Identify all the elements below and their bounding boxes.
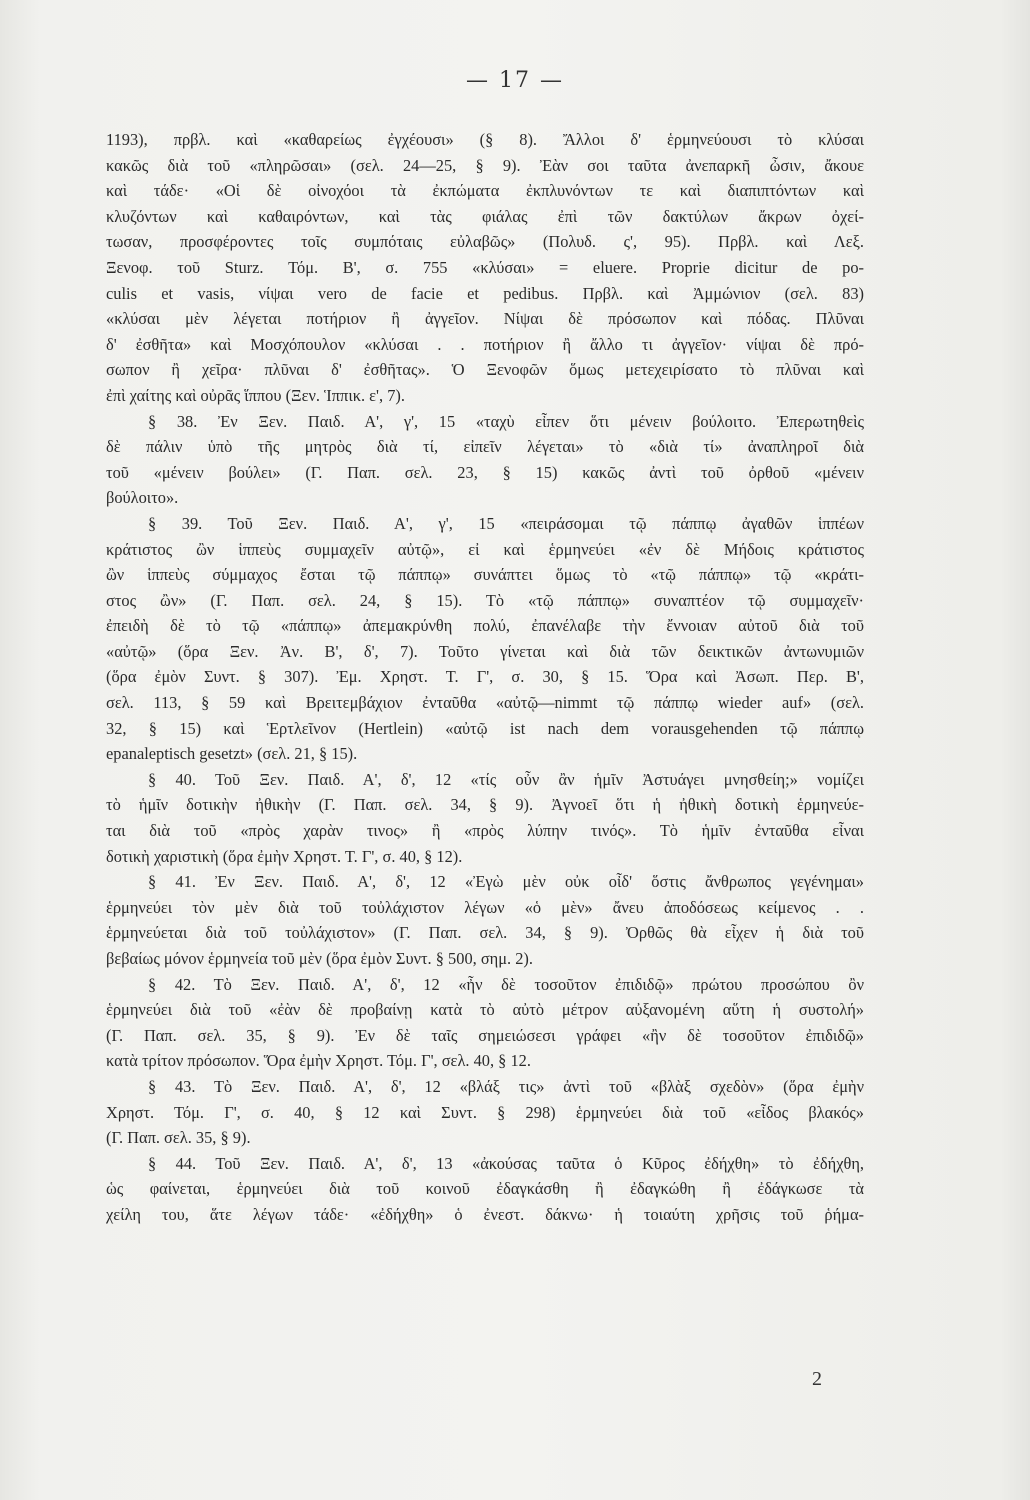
text-line: καὶ τάδε· «Οἱ δὲ οἰνοχόοι τὰ ἐκπώματα ἐκπλυνόντων τε καὶ διαπιπτόντων καὶ xyxy=(106,181,864,201)
text-line: «αὐτῷ» (ὅρα Ξεν. Ἀν. Β', δ', 7). Τοῦτο γίνεται καὶ διὰ τῶν δεικτικῶν ἀντωνυμιῶν xyxy=(106,641,864,661)
text-line: ἐπειδὴ δὲ τὸ τῷ «πάππῳ» ἀπεμακρύνθη πολύ, ἐπανέλαβε τὴν ἔννοιαν αὐτοῦ διὰ τοῦ xyxy=(106,616,864,636)
text-line: ται διὰ τοῦ «πρὸς χαρὰν τινος» ἢ «πρὸς λύπην τινός». Τὸ ἡμῖν ἐνταῦθα εἶναι xyxy=(106,821,864,841)
text-line: (ὅρα ἐμὸν Συντ. § 307). Ἐμ. Χρηστ. Τ. Γ', σ. 30, § 15. Ὅρα καὶ Ἀσωπ. Περ. Β', xyxy=(106,667,864,687)
text-line: ἑρμηνεύεται διὰ τοῦ τοὐλάχιστον» (Γ. Παπ. σελ. 34, § 9). Ὀρθῶς θὰ εἶχεν ἡ διὰ τοῦ xyxy=(106,923,864,943)
text-line: Χρηστ. Τόμ. Γ', σ. 40, § 12 καὶ Συντ. § 298) ἑρμηνεύει διὰ τοῦ «εἶδος βλακός» xyxy=(106,1102,864,1122)
text-line: ἐπὶ χαίτης καὶ οὐρᾶς ἵππου (Ξεν. Ἱππικ. ε', 7). xyxy=(106,385,405,405)
text-line: 32, § 15) καὶ Ἑρτλεῖνον (Hertlein) «αὐτῷ ist nach dem vorausgehenden τῷ πάππῳ xyxy=(106,718,864,738)
text-line: βεβαίως μόνον ἑρμηνεία τοῦ μὲν (ὅρα ἐμὸν Συντ. § 500, σημ. 2). xyxy=(106,949,533,968)
body-text xyxy=(106,127,864,1228)
text-line: epanaleptisch gesetzt» (σελ. 21, § 15). xyxy=(106,744,358,764)
text-line: δὲ πάλιν ὑπὸ τῆς μητρὸς διὰ τί, εἰπεῖν λέγεται» τὸ «διὰ τί» ἀναπληροῖ διὰ xyxy=(106,437,864,457)
text-line: βούλοιτο». xyxy=(106,488,179,508)
section-38-start: § 38. Ἐν Ξεν. Παιδ. Α', γ', 15 «ταχὺ εἶπεν ὅτι μένειν βούλοιτο. Ἐπερωτηθεὶς xyxy=(148,411,864,431)
text-line: culis et vasis, νίψαι vero de facie et pedibus. Πρβλ. καὶ Ἀμμώνιον (σελ. 83) xyxy=(106,283,864,303)
text-line: στος ὢν» (Γ. Παπ. σελ. 24, § 15). Τὸ «τῷ πάππῳ» συναπτέον τῷ συμμαχεῖν· xyxy=(106,590,864,610)
text-line: ἑρμηνεύει διὰ τοῦ «ἐὰν δὲ προβαίνῃ κατὰ τὸ αὐτὸ μέτρον αὐξανομένη αὕτη ἡ συστολή» xyxy=(106,1000,864,1020)
text-line: «κλύσαι μὲν λέγεται ποτήριον ἢ ἀγγεῖον. Νίψαι δὲ πρόσωπον καὶ πόδας. Πλῦναι xyxy=(106,309,864,329)
text-line: Ξενοφ. τοῦ Sturz. Τόμ. Β', σ. 755 «κλύσαι» = eluere. Proprie dicitur de po- xyxy=(106,257,864,277)
section-44-start: § 44. Τοῦ Ξεν. Παιδ. Α', δ', 13 «ἀκούσας ταῦτα ὁ Κῦρος ἐδήχθη» τὸ ἐδήχθη, xyxy=(148,1153,864,1173)
page-number: — 17 — xyxy=(466,68,564,93)
text-line: ἑρμηνεύει τὸν μὲν διὰ τοῦ τοὐλάχιστον λέγων «ὁ μὲν» ἄνευ ἀποδόσεως κείμενος . . xyxy=(106,897,864,917)
text-line: τὸ ἡμῖν δοτικὴν ἠθικὴν (Γ. Παπ. σελ. 34, § 9). Ἀγνοεῖ ὅτι ἡ ἠθικὴ δοτικὴ ἑρμηνεύε- xyxy=(106,795,864,815)
section-39-start: § 39. Τοῦ Ξεν. Παιδ. Α', γ', 15 «πειράσομαι τῷ πάππῳ ἀγαθῶν ἱππέων xyxy=(148,513,864,533)
signature-mark: 2 xyxy=(812,1368,822,1390)
text-line: ὡς φαίνεται, ἑρμηνεύει διὰ τοῦ κοινοῦ ἐδαγκάσθη ἢ ἐδαγκώθη ἢ ἐδάγκωσε τὰ xyxy=(106,1179,864,1199)
text-line: (Γ. Παπ. σελ. 35, § 9). Ἐν δὲ ταῖς σημειώσεσι γράφει «ἢν δὲ τοσοῦτον ἐπιδιδῷ» xyxy=(106,1025,864,1045)
text-line: σωπον ἢ χεῖρα· πλῦναι δ' ἐσθῆτας». Ὁ Ξενοφῶν ὅμως μετεχειρίσατο τὸ πλῦναι καὶ xyxy=(106,360,864,380)
text-line: ὢν ἱππεὺς σύμμαχος ἔσται τῷ πάππῳ» συνάπτει ὅμως τὸ «τῷ πάππῳ» τῷ «κράτι- xyxy=(106,565,864,585)
text-line: σελ. 113, § 59 καὶ Βρειτεμβάχιον ἐνταῦθα «αὐτῷ—nimmt τῷ πάππῳ wieder auf» (σελ. xyxy=(106,693,864,713)
text-line: κλυζόντων καὶ καθαιρόντων, καὶ τὰς φιάλας ἐπὶ τῶν δακτύλων ἄκρων ὀχεί- xyxy=(106,206,864,226)
text-line: τοῦ «μένειν βούλει» (Γ. Παπ. σελ. 23, § 15) κακῶς ἀντὶ τοῦ ὀρθοῦ «μένειν xyxy=(106,462,864,482)
text-line: (Γ. Παπ. σελ. 35, § 9). xyxy=(106,1128,251,1148)
text-line: κράτιστος ὢν ἱππεὺς συμμαχεῖν αὐτῷ», εἰ καὶ ἑρμηνεύει «ἐν δὲ Μήδοις κράτιστος xyxy=(106,539,864,559)
section-43-start: § 43. Τὸ Ξεν. Παιδ. Α', δ', 12 «βλάξ τις» ἀντὶ τοῦ «βλὰξ σχεδὸν» (ὅρα ἐμὴν xyxy=(148,1076,864,1096)
text-line: δ' ἐσθῆτα» καὶ Μοσχόπουλον «κλύσαι . . ποτήριον ἢ ἄλλο τι ἀγγεῖον· νίψαι δὲ πρό- xyxy=(106,334,864,354)
text-line: κατὰ τρίτον πρόσωπον. Ὅρα ἐμὴν Χρηστ. Τόμ. Γ', σελ. 40, § 12. xyxy=(106,1051,531,1071)
section-41-start: § 41. Ἐν Ξεν. Παιδ. Α', δ', 12 «Ἐγὼ μὲν οὐκ οἶδ' ὅστις ἄνθρωπος γεγένημαι» xyxy=(148,872,864,892)
text-line: τωσαν, προσφέροντες τοῖς συμπόταις εὐλαβῶς» (Πολυδ. ς', 95). Πρβλ. καὶ Λεξ. xyxy=(106,232,864,252)
text-line: δοτικὴ χαριστικὴ (ὅρα ἐμὴν Χρηστ. Τ. Γ', σ. 40, § 12). xyxy=(106,846,463,866)
text-line: κακῶς διὰ τοῦ «πληρῶσαι» (σελ. 24—25, § 9). Ἐὰν σοι ταῦτα ἀνεπαρκῆ ὦσιν, ἄκουε xyxy=(106,155,864,175)
text-line: χείλη του, ἅτε λέγων τάδε· «ἐδήχθη» ὁ ἐνεστ. δάκνω· ἡ τοιαύτη χρῆσις τοῦ ῥήμα- xyxy=(106,1204,864,1224)
text-line: 1193), πρβλ. καὶ «καθαρείως ἐγχέουσι» (§ 8). Ἄλλοι δ' ἑρμηνεύουσι τὸ κλύσαι xyxy=(106,130,864,149)
section-42-start: § 42. Τὸ Ξεν. Παιδ. Α', δ', 12 «ἦν δὲ τοσοῦτον ἐπιδιδῷ» πρώτου προσώπου ὂν xyxy=(148,974,864,994)
section-40-start: § 40. Τοῦ Ξεν. Παιδ. Α', δ', 12 «τίς οὖν ἂν ἡμῖν Ἀστυάγει μνησθείη;» νομίζει xyxy=(148,769,864,789)
